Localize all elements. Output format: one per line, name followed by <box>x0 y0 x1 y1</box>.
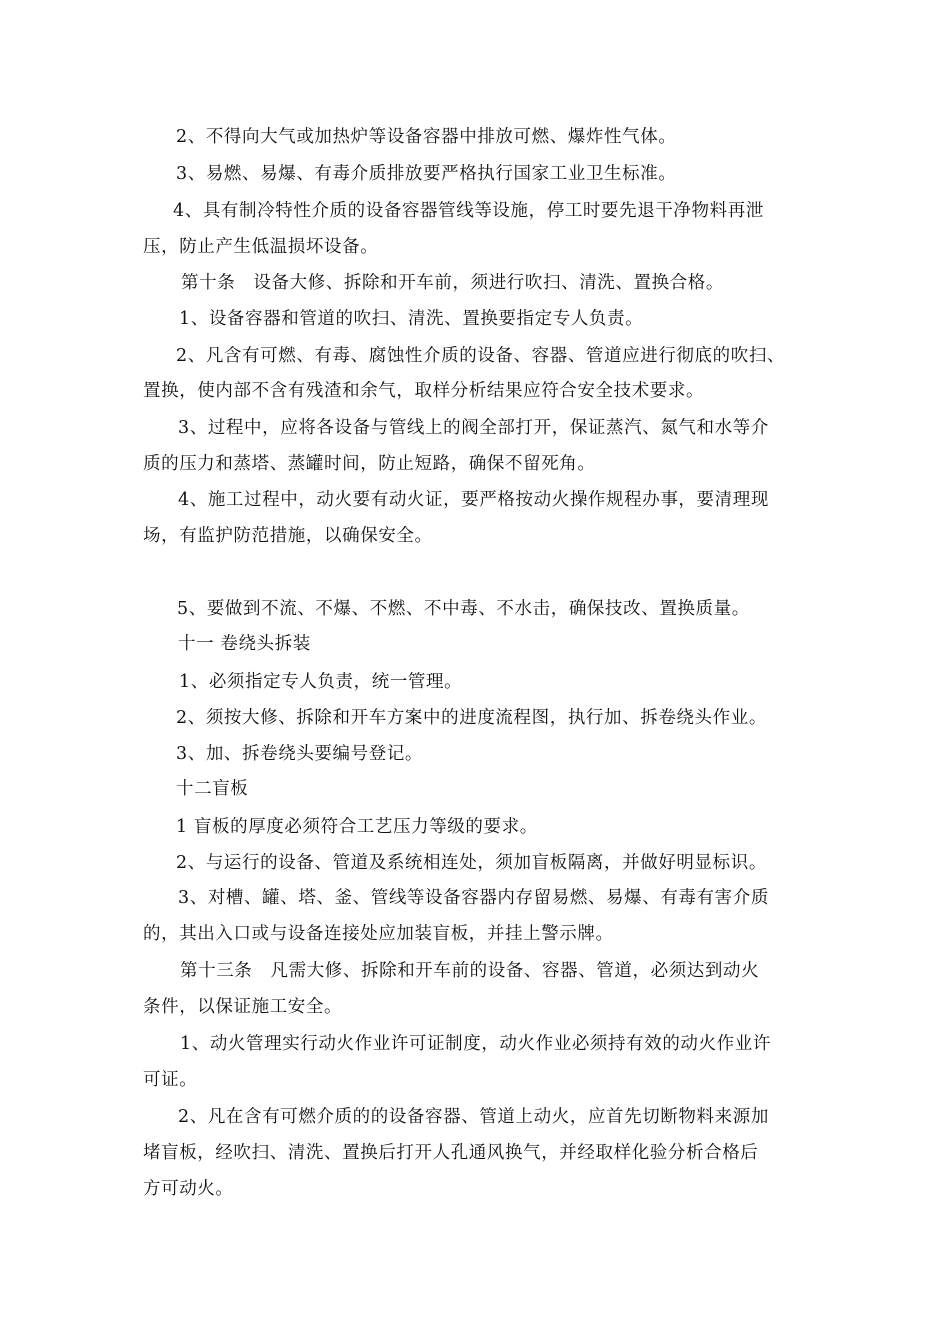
section-heading: 第十三条 凡需大修、拆除和开车前的设备、容器、管道，必须达到动火 <box>180 961 760 981</box>
paragraph-line: 1、必须指定专人负责，统一管理。 <box>179 672 463 692</box>
paragraph-line: 2、须按大修、拆除和开车方案中的进度流程图，执行加、拆卷绕头作业。 <box>176 708 767 728</box>
section-heading: 第十条 设备大修、拆除和开车前，须进行吹扫、清洗、置换合格。 <box>181 273 724 293</box>
paragraph-line: 5、要做到不流、不爆、不燃、不中毒、不水击，确保技改、置换质量。 <box>177 599 750 619</box>
paragraph-line: 1、设备容器和管道的吹扫、清洗、置换要指定专人负责。 <box>179 309 644 329</box>
paragraph-line: 4、施工过程中，动火要有动火证，要严格按动火操作规程办事，要清理现 <box>178 490 769 510</box>
paragraph-line: 2、与运行的设备、管道及系统相连处，须加盲板隔离，并做好明显标识。 <box>176 853 767 873</box>
paragraph-line: 3、易燃、易爆、有毒介质排放要严格执行国家工业卫生标准。 <box>176 164 677 184</box>
section-heading: 十二盲板 <box>176 779 249 799</box>
paragraph-line: 4、具有制冷特性介质的设备容器管线等设施，停工时要先退干净物料再泄 <box>173 201 764 221</box>
paragraph-line: 条件，以保证施工安全。 <box>143 997 343 1017</box>
paragraph-line: 2、凡含有可燃、有毒、腐蚀性介质的设备、容器、管道应进行彻底的吹扫、 <box>176 346 786 366</box>
paragraph-line: 方可动火。 <box>143 1179 234 1199</box>
paragraph-line: 的，其出入口或与设备连接处应加装盲板，并挂上警示牌。 <box>143 924 614 944</box>
paragraph-line: 质的压力和蒸塔、蒸罐时间，防止短路，确保不留死角。 <box>143 454 596 474</box>
paragraph-line: 3、对槽、罐、塔、釜、管线等设备容器内存留易燃、易爆、有毒有害介质 <box>178 888 769 908</box>
paragraph-line: 2、凡在含有可燃介质的的设备容器、管道上动火，应首先切断物料来源加 <box>178 1107 769 1127</box>
paragraph-line: 1、动火管理实行动火作业许可证制度，动火作业必须持有效的动火作业许 <box>180 1034 771 1054</box>
paragraph-line: 2、不得向大气或加热炉等设备容器中排放可燃、爆炸性气体。 <box>176 127 677 147</box>
paragraph-line: 压，防止产生低温损坏设备。 <box>143 237 379 257</box>
paragraph-line: 置换，使内部不含有残渣和余气，取样分析结果应符合安全技术要求。 <box>143 381 705 401</box>
paragraph-line: 场，有监护防范措施，以确保安全。 <box>143 526 433 546</box>
paragraph-line: 3、过程中，应将各设备与管线上的阀全部打开，保证蒸汽、氮气和水等介 <box>178 418 769 438</box>
paragraph-line: 1 盲板的厚度必须符合工艺压力等级的要求。 <box>176 817 538 837</box>
paragraph-line: 堵盲板，经吹扫、清洗、置换后打开人孔通风换气，并经取样化验分析合格后 <box>143 1143 759 1163</box>
paragraph-line: 3、加、拆卷绕头要编号登记。 <box>176 744 424 764</box>
section-heading: 十一 卷绕头拆装 <box>178 634 311 654</box>
paragraph-line: 可证。 <box>143 1070 198 1090</box>
